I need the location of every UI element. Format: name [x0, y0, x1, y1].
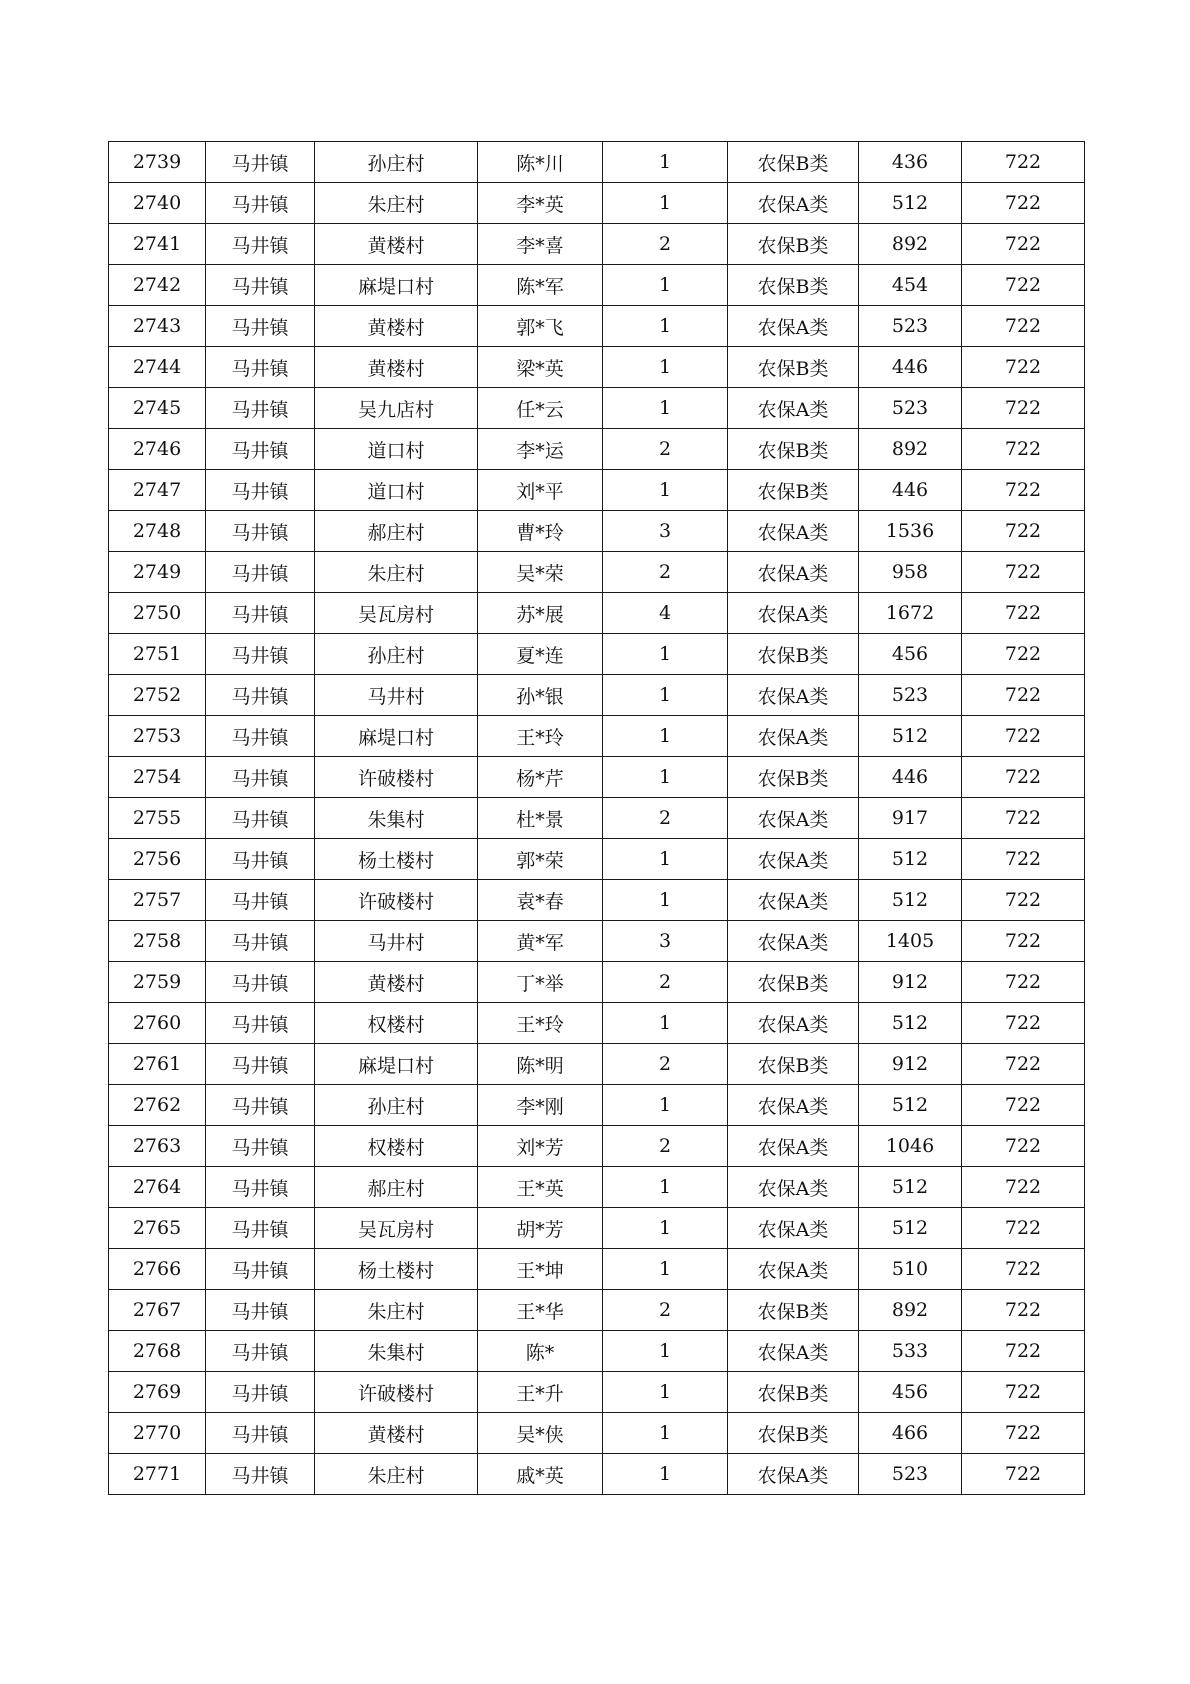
- table-row: [109, 265, 1085, 306]
- amount-cell: 512: [859, 716, 962, 757]
- town-cell: 马井镇: [206, 1044, 315, 1085]
- household-size-cell: 2: [603, 1044, 728, 1085]
- household-size-cell: 1: [603, 880, 728, 921]
- serial-number-cell: 2743: [109, 306, 206, 347]
- town-cell: 马井镇: [206, 183, 315, 224]
- amount-cell: 454: [859, 265, 962, 306]
- name-cell: 李*英: [478, 183, 603, 224]
- standard-cell: 722: [962, 1290, 1085, 1331]
- amount-cell: 892: [859, 1290, 962, 1331]
- category-cell: 农保B类: [728, 1044, 859, 1085]
- category-cell: 农保A类: [728, 1167, 859, 1208]
- serial-number-cell: 2742: [109, 265, 206, 306]
- category-cell: 农保B类: [728, 757, 859, 798]
- village-cell: 吴瓦房村: [315, 1208, 478, 1249]
- standard-cell: 722: [962, 1003, 1085, 1044]
- amount-cell: 512: [859, 880, 962, 921]
- standard-cell: 722: [962, 1454, 1085, 1495]
- name-cell: 胡*芳: [478, 1208, 603, 1249]
- category-cell: 农保B类: [728, 347, 859, 388]
- village-cell: 朱庄村: [315, 1454, 478, 1495]
- household-size-cell: 1: [603, 1085, 728, 1126]
- household-size-cell: 1: [603, 388, 728, 429]
- table-row: [109, 552, 1085, 593]
- amount-cell: 523: [859, 675, 962, 716]
- town-cell: 马井镇: [206, 1208, 315, 1249]
- serial-number-cell: 2746: [109, 429, 206, 470]
- village-cell: 孙庄村: [315, 634, 478, 675]
- name-cell: 李*喜: [478, 224, 603, 265]
- town-cell: 马井镇: [206, 1167, 315, 1208]
- amount-cell: 958: [859, 552, 962, 593]
- village-cell: 道口村: [315, 429, 478, 470]
- serial-number-cell: 2758: [109, 921, 206, 962]
- standard-cell: 722: [962, 306, 1085, 347]
- serial-number-cell: 2770: [109, 1413, 206, 1454]
- town-cell: 马井镇: [206, 429, 315, 470]
- village-cell: 郝庄村: [315, 511, 478, 552]
- amount-cell: 533: [859, 1331, 962, 1372]
- name-cell: 王*玲: [478, 716, 603, 757]
- category-cell: 农保A类: [728, 716, 859, 757]
- household-size-cell: 1: [603, 1167, 728, 1208]
- household-size-cell: 1: [603, 634, 728, 675]
- category-cell: 农保A类: [728, 1126, 859, 1167]
- serial-number-cell: 2757: [109, 880, 206, 921]
- household-size-cell: 1: [603, 183, 728, 224]
- name-cell: 杨*芹: [478, 757, 603, 798]
- table-row: [109, 675, 1085, 716]
- name-cell: 王*华: [478, 1290, 603, 1331]
- household-size-cell: 1: [603, 1331, 728, 1372]
- standard-cell: 722: [962, 429, 1085, 470]
- household-size-cell: 1: [603, 142, 728, 183]
- town-cell: 马井镇: [206, 388, 315, 429]
- serial-number-cell: 2747: [109, 470, 206, 511]
- household-size-cell: 1: [603, 470, 728, 511]
- village-cell: 麻堤口村: [315, 716, 478, 757]
- category-cell: 农保B类: [728, 634, 859, 675]
- standard-cell: 722: [962, 552, 1085, 593]
- household-size-cell: 1: [603, 1413, 728, 1454]
- name-cell: 陈*: [478, 1331, 603, 1372]
- village-cell: 朱庄村: [315, 552, 478, 593]
- table-row: [109, 470, 1085, 511]
- standard-cell: 722: [962, 839, 1085, 880]
- table-row: [109, 511, 1085, 552]
- serial-number-cell: 2759: [109, 962, 206, 1003]
- village-cell: 黄楼村: [315, 962, 478, 1003]
- table-row: [109, 347, 1085, 388]
- standard-cell: 722: [962, 716, 1085, 757]
- table-row: [109, 1290, 1085, 1331]
- household-size-cell: 2: [603, 962, 728, 1003]
- data-table: [108, 141, 1085, 1495]
- table-row: [109, 921, 1085, 962]
- amount-cell: 1672: [859, 593, 962, 634]
- amount-cell: 512: [859, 1208, 962, 1249]
- serial-number-cell: 2744: [109, 347, 206, 388]
- village-cell: 孙庄村: [315, 1085, 478, 1126]
- serial-number-cell: 2752: [109, 675, 206, 716]
- category-cell: 农保A类: [728, 1249, 859, 1290]
- table-row: [109, 839, 1085, 880]
- serial-number-cell: 2768: [109, 1331, 206, 1372]
- village-cell: 朱庄村: [315, 183, 478, 224]
- household-size-cell: 1: [603, 1454, 728, 1495]
- village-cell: 朱集村: [315, 1331, 478, 1372]
- name-cell: 刘*平: [478, 470, 603, 511]
- town-cell: 马井镇: [206, 470, 315, 511]
- standard-cell: 722: [962, 1167, 1085, 1208]
- serial-number-cell: 2766: [109, 1249, 206, 1290]
- household-size-cell: 1: [603, 306, 728, 347]
- serial-number-cell: 2769: [109, 1372, 206, 1413]
- town-cell: 马井镇: [206, 757, 315, 798]
- category-cell: 农保A类: [728, 1208, 859, 1249]
- serial-number-cell: 2761: [109, 1044, 206, 1085]
- table-row: [109, 634, 1085, 675]
- town-cell: 马井镇: [206, 511, 315, 552]
- table-row: [109, 183, 1085, 224]
- village-cell: 朱集村: [315, 798, 478, 839]
- household-size-cell: 1: [603, 1208, 728, 1249]
- amount-cell: 512: [859, 183, 962, 224]
- category-cell: 农保A类: [728, 1003, 859, 1044]
- town-cell: 马井镇: [206, 224, 315, 265]
- village-cell: 朱庄村: [315, 1290, 478, 1331]
- village-cell: 吴九店村: [315, 388, 478, 429]
- name-cell: 袁*春: [478, 880, 603, 921]
- serial-number-cell: 2765: [109, 1208, 206, 1249]
- name-cell: 梁*英: [478, 347, 603, 388]
- household-size-cell: 1: [603, 1249, 728, 1290]
- standard-cell: 722: [962, 1126, 1085, 1167]
- village-cell: 黄楼村: [315, 224, 478, 265]
- amount-cell: 512: [859, 1167, 962, 1208]
- name-cell: 吴*荣: [478, 552, 603, 593]
- standard-cell: 722: [962, 183, 1085, 224]
- table-row: [109, 880, 1085, 921]
- standard-cell: 722: [962, 880, 1085, 921]
- standard-cell: 722: [962, 593, 1085, 634]
- serial-number-cell: 2764: [109, 1167, 206, 1208]
- town-cell: 马井镇: [206, 1454, 315, 1495]
- village-cell: 麻堤口村: [315, 265, 478, 306]
- standard-cell: 722: [962, 1044, 1085, 1085]
- name-cell: 孙*银: [478, 675, 603, 716]
- town-cell: 马井镇: [206, 962, 315, 1003]
- village-cell: 权楼村: [315, 1126, 478, 1167]
- town-cell: 马井镇: [206, 1331, 315, 1372]
- amount-cell: 912: [859, 962, 962, 1003]
- amount-cell: 912: [859, 1044, 962, 1085]
- amount-cell: 1405: [859, 921, 962, 962]
- village-cell: 黄楼村: [315, 306, 478, 347]
- table-row: [109, 388, 1085, 429]
- town-cell: 马井镇: [206, 839, 315, 880]
- town-cell: 马井镇: [206, 1249, 315, 1290]
- table-row: [109, 798, 1085, 839]
- serial-number-cell: 2763: [109, 1126, 206, 1167]
- serial-number-cell: 2755: [109, 798, 206, 839]
- village-cell: 马井村: [315, 921, 478, 962]
- table-row: [109, 1331, 1085, 1372]
- town-cell: 马井镇: [206, 265, 315, 306]
- category-cell: 农保A类: [728, 1331, 859, 1372]
- category-cell: 农保A类: [728, 593, 859, 634]
- category-cell: 农保B类: [728, 142, 859, 183]
- town-cell: 马井镇: [206, 1003, 315, 1044]
- category-cell: 农保B类: [728, 1290, 859, 1331]
- category-cell: 农保B类: [728, 1413, 859, 1454]
- category-cell: 农保A类: [728, 388, 859, 429]
- amount-cell: 446: [859, 470, 962, 511]
- category-cell: 农保A类: [728, 1085, 859, 1126]
- household-size-cell: 2: [603, 224, 728, 265]
- standard-cell: 722: [962, 962, 1085, 1003]
- amount-cell: 523: [859, 306, 962, 347]
- amount-cell: 510: [859, 1249, 962, 1290]
- table-row: [109, 716, 1085, 757]
- village-cell: 权楼村: [315, 1003, 478, 1044]
- standard-cell: 722: [962, 142, 1085, 183]
- name-cell: 丁*举: [478, 962, 603, 1003]
- category-cell: 农保B类: [728, 265, 859, 306]
- village-cell: 黄楼村: [315, 347, 478, 388]
- town-cell: 马井镇: [206, 142, 315, 183]
- town-cell: 马井镇: [206, 1126, 315, 1167]
- serial-number-cell: 2739: [109, 142, 206, 183]
- household-size-cell: 2: [603, 429, 728, 470]
- table-row: [109, 593, 1085, 634]
- standard-cell: 722: [962, 347, 1085, 388]
- table-row: [109, 142, 1085, 183]
- town-cell: 马井镇: [206, 347, 315, 388]
- amount-cell: 523: [859, 388, 962, 429]
- standard-cell: 722: [962, 224, 1085, 265]
- amount-cell: 456: [859, 634, 962, 675]
- standard-cell: 722: [962, 757, 1085, 798]
- serial-number-cell: 2749: [109, 552, 206, 593]
- amount-cell: 512: [859, 1085, 962, 1126]
- amount-cell: 892: [859, 224, 962, 265]
- category-cell: 农保A类: [728, 511, 859, 552]
- category-cell: 农保A类: [728, 306, 859, 347]
- amount-cell: 512: [859, 839, 962, 880]
- standard-cell: 722: [962, 798, 1085, 839]
- serial-number-cell: 2753: [109, 716, 206, 757]
- name-cell: 夏*连: [478, 634, 603, 675]
- name-cell: 郭*荣: [478, 839, 603, 880]
- town-cell: 马井镇: [206, 593, 315, 634]
- serial-number-cell: 2756: [109, 839, 206, 880]
- name-cell: 王*升: [478, 1372, 603, 1413]
- standard-cell: 722: [962, 634, 1085, 675]
- table-row: [109, 1126, 1085, 1167]
- town-cell: 马井镇: [206, 1290, 315, 1331]
- table-body: [109, 142, 1085, 1495]
- name-cell: 任*云: [478, 388, 603, 429]
- household-size-cell: 2: [603, 1126, 728, 1167]
- name-cell: 吴*侠: [478, 1413, 603, 1454]
- village-cell: 许破楼村: [315, 757, 478, 798]
- table-row: [109, 429, 1085, 470]
- town-cell: 马井镇: [206, 921, 315, 962]
- town-cell: 马井镇: [206, 1372, 315, 1413]
- town-cell: 马井镇: [206, 1413, 315, 1454]
- household-size-cell: 1: [603, 757, 728, 798]
- village-cell: 黄楼村: [315, 1413, 478, 1454]
- table-row: [109, 757, 1085, 798]
- category-cell: 农保A类: [728, 552, 859, 593]
- amount-cell: 456: [859, 1372, 962, 1413]
- category-cell: 农保A类: [728, 839, 859, 880]
- town-cell: 马井镇: [206, 552, 315, 593]
- town-cell: 马井镇: [206, 798, 315, 839]
- standard-cell: 722: [962, 511, 1085, 552]
- amount-cell: 1046: [859, 1126, 962, 1167]
- category-cell: 农保B类: [728, 962, 859, 1003]
- village-cell: 郝庄村: [315, 1167, 478, 1208]
- name-cell: 戚*英: [478, 1454, 603, 1495]
- serial-number-cell: 2740: [109, 183, 206, 224]
- town-cell: 马井镇: [206, 880, 315, 921]
- household-size-cell: 2: [603, 798, 728, 839]
- table-row: [109, 1044, 1085, 1085]
- table-row: [109, 1003, 1085, 1044]
- name-cell: 刘*芳: [478, 1126, 603, 1167]
- household-size-cell: 2: [603, 552, 728, 593]
- town-cell: 马井镇: [206, 634, 315, 675]
- serial-number-cell: 2762: [109, 1085, 206, 1126]
- category-cell: 农保B类: [728, 1372, 859, 1413]
- serial-number-cell: 2750: [109, 593, 206, 634]
- table-row: [109, 306, 1085, 347]
- serial-number-cell: 2767: [109, 1290, 206, 1331]
- name-cell: 杜*景: [478, 798, 603, 839]
- name-cell: 陈*明: [478, 1044, 603, 1085]
- table-row: [109, 1413, 1085, 1454]
- serial-number-cell: 2771: [109, 1454, 206, 1495]
- standard-cell: 722: [962, 1413, 1085, 1454]
- category-cell: 农保A类: [728, 880, 859, 921]
- serial-number-cell: 2751: [109, 634, 206, 675]
- category-cell: 农保A类: [728, 183, 859, 224]
- standard-cell: 722: [962, 1372, 1085, 1413]
- name-cell: 陈*川: [478, 142, 603, 183]
- standard-cell: 722: [962, 1331, 1085, 1372]
- category-cell: 农保A类: [728, 675, 859, 716]
- name-cell: 陈*军: [478, 265, 603, 306]
- household-size-cell: 1: [603, 347, 728, 388]
- town-cell: 马井镇: [206, 716, 315, 757]
- name-cell: 苏*展: [478, 593, 603, 634]
- village-cell: 孙庄村: [315, 142, 478, 183]
- village-cell: 许破楼村: [315, 880, 478, 921]
- category-cell: 农保B类: [728, 429, 859, 470]
- name-cell: 郭*飞: [478, 306, 603, 347]
- name-cell: 王*坤: [478, 1249, 603, 1290]
- village-cell: 麻堤口村: [315, 1044, 478, 1085]
- table-row: [109, 962, 1085, 1003]
- village-cell: 杨土楼村: [315, 1249, 478, 1290]
- village-cell: 杨土楼村: [315, 839, 478, 880]
- amount-cell: 892: [859, 429, 962, 470]
- household-size-cell: 1: [603, 675, 728, 716]
- serial-number-cell: 2745: [109, 388, 206, 429]
- table-row: [109, 1249, 1085, 1290]
- standard-cell: 722: [962, 1208, 1085, 1249]
- category-cell: 农保B类: [728, 224, 859, 265]
- category-cell: 农保B类: [728, 470, 859, 511]
- serial-number-cell: 2754: [109, 757, 206, 798]
- standard-cell: 722: [962, 388, 1085, 429]
- category-cell: 农保A类: [728, 798, 859, 839]
- table-row: [109, 224, 1085, 265]
- town-cell: 马井镇: [206, 306, 315, 347]
- category-cell: 农保A类: [728, 921, 859, 962]
- standard-cell: 722: [962, 1249, 1085, 1290]
- town-cell: 马井镇: [206, 675, 315, 716]
- name-cell: 王*英: [478, 1167, 603, 1208]
- household-size-cell: 4: [603, 593, 728, 634]
- name-cell: 李*刚: [478, 1085, 603, 1126]
- amount-cell: 523: [859, 1454, 962, 1495]
- standard-cell: 722: [962, 470, 1085, 511]
- amount-cell: 436: [859, 142, 962, 183]
- name-cell: 李*运: [478, 429, 603, 470]
- amount-cell: 1536: [859, 511, 962, 552]
- table-row: [109, 1208, 1085, 1249]
- name-cell: 王*玲: [478, 1003, 603, 1044]
- amount-cell: 512: [859, 1003, 962, 1044]
- table-row: [109, 1372, 1085, 1413]
- village-cell: 许破楼村: [315, 1372, 478, 1413]
- category-cell: 农保A类: [728, 1454, 859, 1495]
- household-size-cell: 1: [603, 716, 728, 757]
- serial-number-cell: 2741: [109, 224, 206, 265]
- amount-cell: 466: [859, 1413, 962, 1454]
- amount-cell: 446: [859, 757, 962, 798]
- amount-cell: 917: [859, 798, 962, 839]
- standard-cell: 722: [962, 265, 1085, 306]
- household-size-cell: 3: [603, 921, 728, 962]
- household-size-cell: 2: [603, 1290, 728, 1331]
- serial-number-cell: 2760: [109, 1003, 206, 1044]
- household-size-cell: 1: [603, 839, 728, 880]
- household-size-cell: 1: [603, 265, 728, 306]
- amount-cell: 446: [859, 347, 962, 388]
- village-cell: 道口村: [315, 470, 478, 511]
- village-cell: 吴瓦房村: [315, 593, 478, 634]
- standard-cell: 722: [962, 921, 1085, 962]
- table-row: [109, 1167, 1085, 1208]
- standard-cell: 722: [962, 1085, 1085, 1126]
- table-row: [109, 1454, 1085, 1495]
- village-cell: 马井村: [315, 675, 478, 716]
- standard-cell: 722: [962, 675, 1085, 716]
- household-size-cell: 1: [603, 1372, 728, 1413]
- town-cell: 马井镇: [206, 1085, 315, 1126]
- household-size-cell: 3: [603, 511, 728, 552]
- name-cell: 曹*玲: [478, 511, 603, 552]
- name-cell: 黄*军: [478, 921, 603, 962]
- table-row: [109, 1085, 1085, 1126]
- household-size-cell: 1: [603, 1003, 728, 1044]
- serial-number-cell: 2748: [109, 511, 206, 552]
